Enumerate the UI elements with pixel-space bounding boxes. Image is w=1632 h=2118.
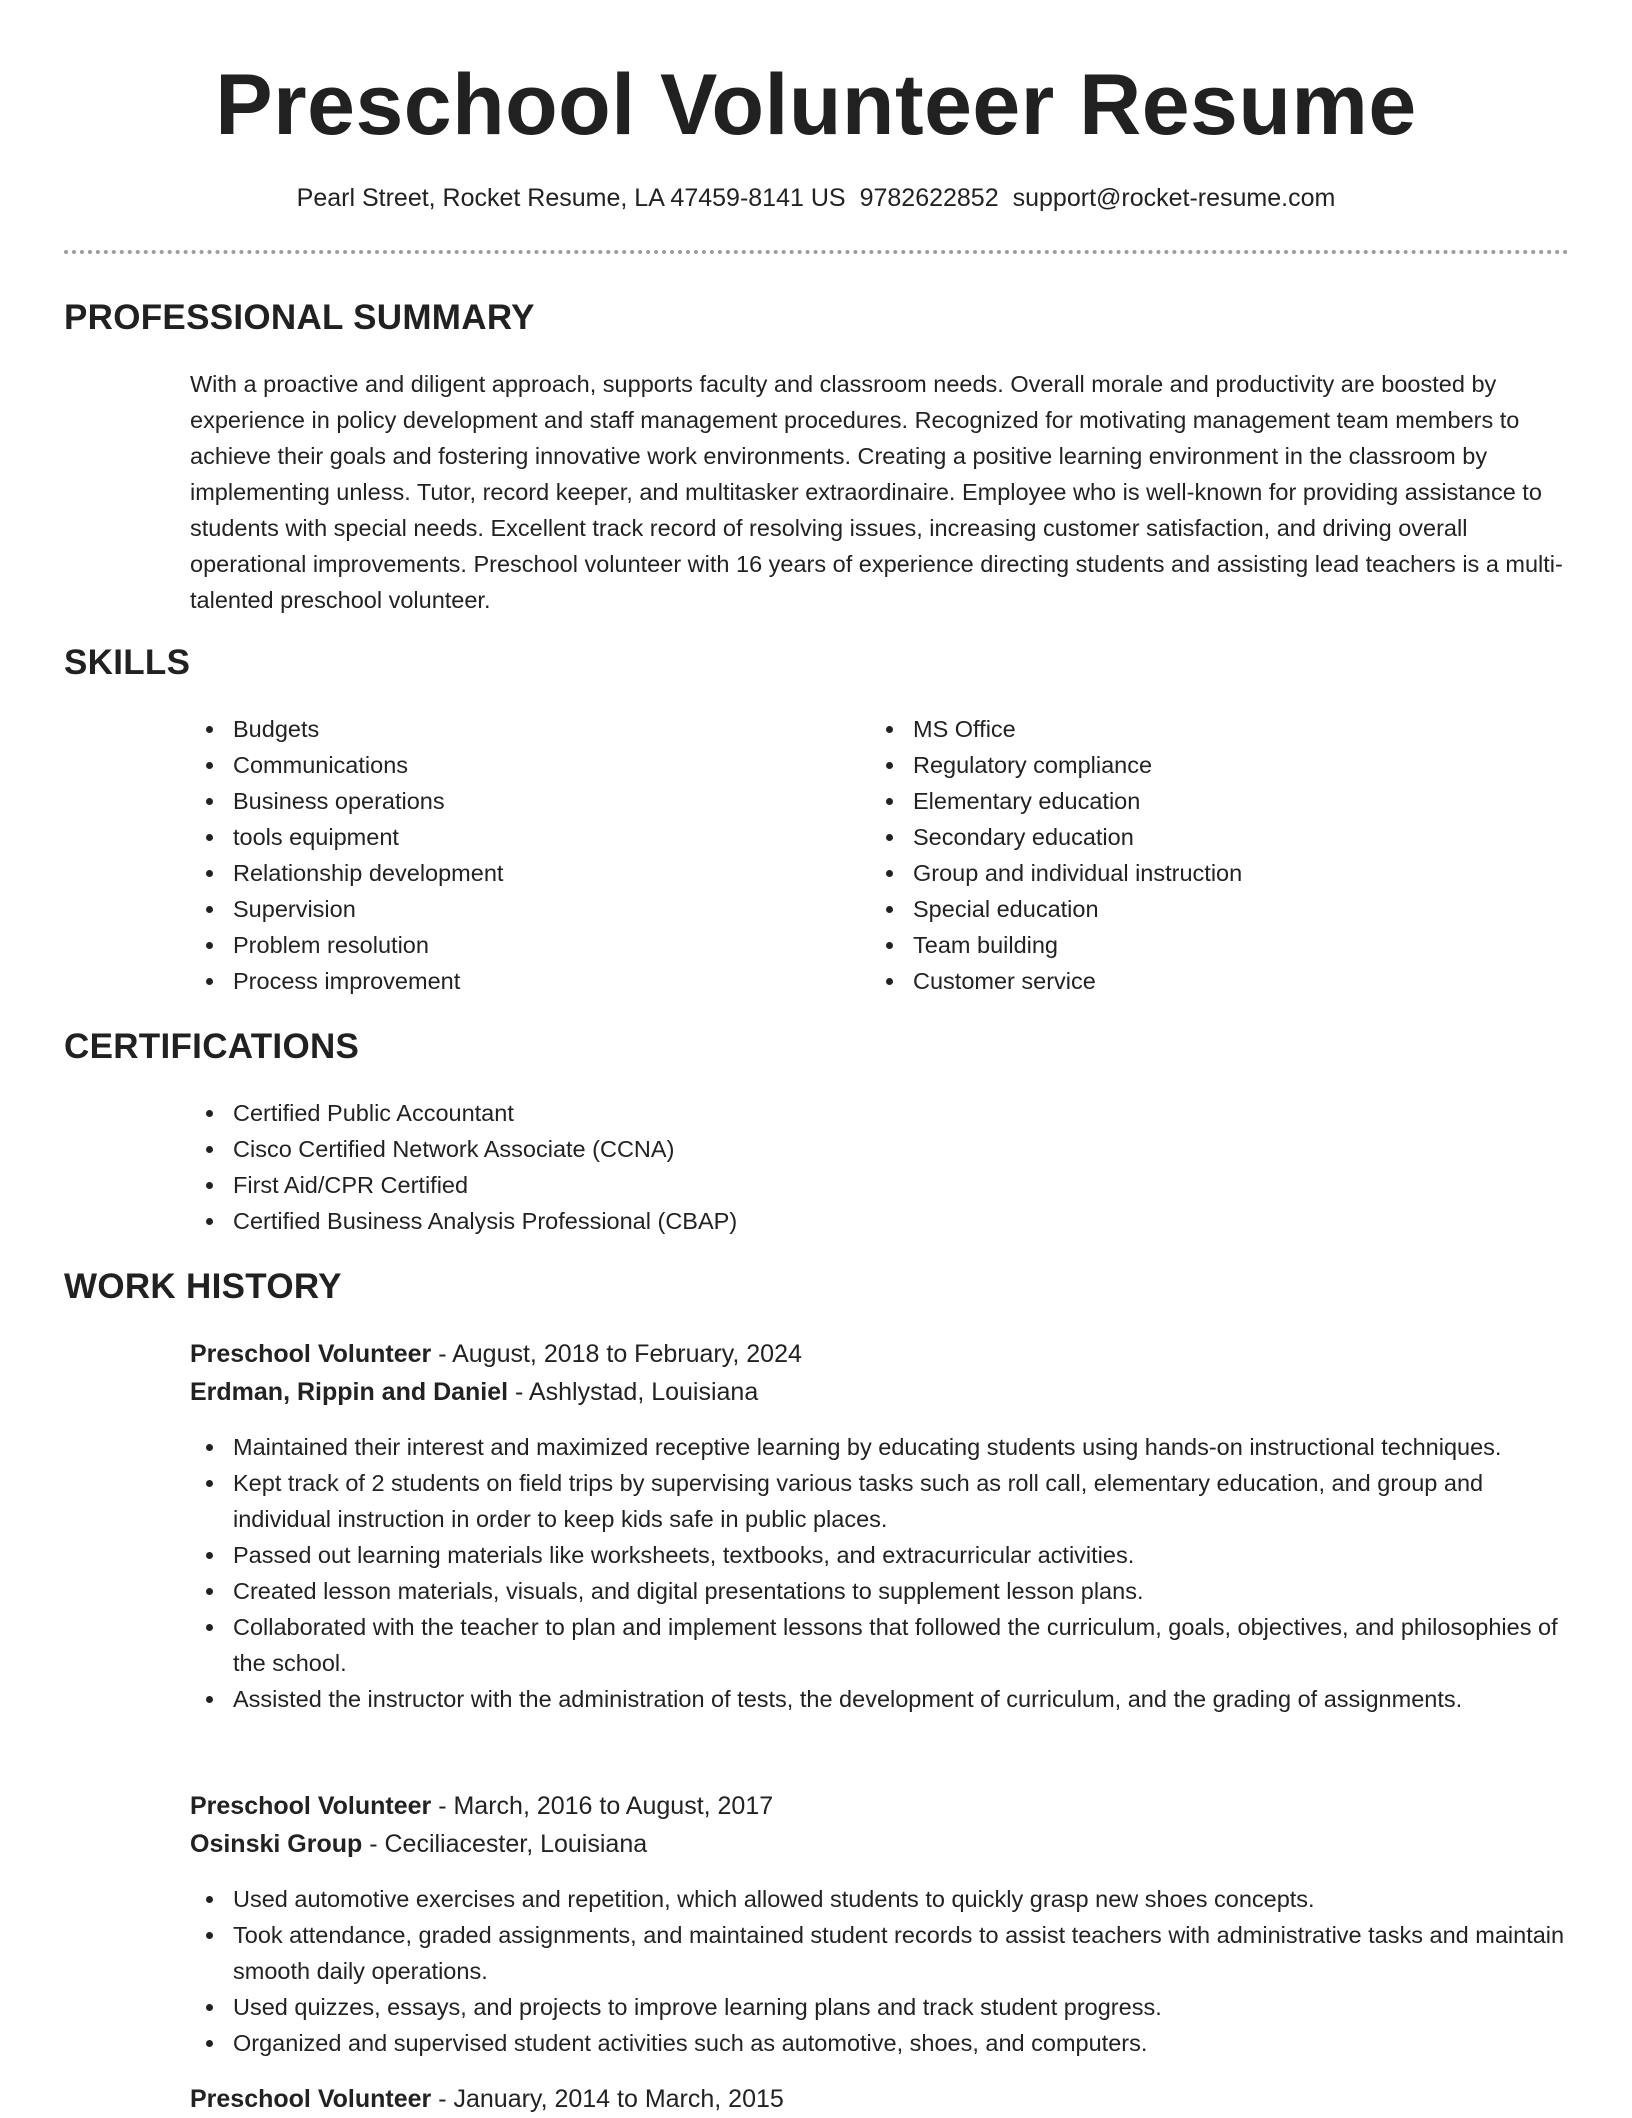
contact-line [0, 180, 1632, 216]
job-role: Preschool Volunteer [190, 1792, 432, 1820]
job-dates: - March, 2016 to August, 2017 [431, 1792, 774, 1820]
list-item: Regulatory compliance [870, 747, 1550, 783]
list-item: Group and individual instruction [870, 855, 1550, 891]
job-role: Preschool Volunteer [190, 1340, 432, 1368]
list-item: Assisted the instructor with the administration of tests, the development of curriculum, and the grading of assignments. [190, 1681, 1575, 1717]
job-title-line [190, 2080, 784, 2118]
list-item: First Aid/CPR Certified [190, 1167, 1570, 1203]
list-item: Took attendance, graded assignments, and maintained student records to assist teachers with administrative tasks and maintain smooth daily operations. [190, 1917, 1575, 1989]
list-item: Passed out learning materials like worksheets, textbooks, and extracurricular activities. [190, 1537, 1575, 1573]
list-item: Special education [870, 891, 1550, 927]
list-item: Organized and supervised student activities such as automotive, shoes, and computers. [190, 2025, 1575, 2061]
summary-text: With a proactive and diligent approach, supports faculty and classroom needs. Overall morale and productivity are boosted by experience in policy development and staff management procedures. Recognized for motivating management team members to achieve their goals and fostering innovative work environments. Creating a positive learning environment in the classroom by implementing unless. Tutor, record keeper, and multitasker extraordinaire. Employee who is well-known for providing assistance to students with special needs. Excellent track record of resolving issues, increasing customer satisfaction, and driving overall operational improvements. Preschool volunteer with 16 years of experience directing students and assisting lead teachers is a multi-talented preschool volunteer. [190, 371, 1563, 613]
contact-address: Pearl Street, Rocket Resume, LA 47459-8141 US [296, 184, 846, 212]
list-item: Customer service [870, 963, 1550, 999]
job-title-line [190, 1787, 773, 1825]
job-dates: - January, 2014 to March, 2015 [431, 2085, 784, 2113]
list-item: tools equipment [190, 819, 830, 855]
list-item: Supervision [190, 891, 830, 927]
job-location: - Ceciliacester, Louisiana [362, 1830, 648, 1858]
skills-heading: SKILLS [64, 643, 191, 682]
header-divider [64, 250, 1569, 254]
job-dates: - August, 2018 to February, 2024 [431, 1340, 802, 1368]
list-item: Maintained their interest and maximized receptive learning by educating students using hands-on instructional techniques. [190, 1429, 1575, 1465]
list-item: MS Office [870, 711, 1550, 747]
list-item: Used quizzes, essays, and projects to improve learning plans and track student progress. [190, 1989, 1575, 2025]
job-title-line [190, 1335, 802, 1373]
job-bullets [190, 1429, 1575, 1717]
list-item: Certified Public Accountant [190, 1095, 1570, 1131]
job-bullets [190, 1881, 1575, 2061]
job-company: Erdman, Rippin and Daniel [190, 1378, 509, 1406]
work-history-heading: WORK HISTORY [64, 1267, 342, 1306]
contact-email: support@rocket-resume.com [1012, 184, 1336, 212]
list-item: Process improvement [190, 963, 830, 999]
list-item: Elementary education [870, 783, 1550, 819]
summary-heading: PROFESSIONAL SUMMARY [64, 298, 535, 337]
list-item: Budgets [190, 711, 830, 747]
resume-title: Preschool Volunteer Resume [215, 57, 1417, 153]
list-item: Problem resolution [190, 927, 830, 963]
list-item: Communications [190, 747, 830, 783]
job-company-line [190, 1373, 758, 1411]
skills-list-left [190, 711, 830, 999]
list-item: Business operations [190, 783, 830, 819]
list-item: Certified Business Analysis Professional (CBAP) [190, 1203, 1570, 1239]
certifications-list [190, 1095, 1570, 1239]
list-item: Cisco Certified Network Associate (CCNA) [190, 1131, 1570, 1167]
job-company-line [190, 1825, 647, 1863]
job-role: Preschool Volunteer [190, 2085, 432, 2113]
list-item: Secondary education [870, 819, 1550, 855]
list-item: Team building [870, 927, 1550, 963]
list-item: Kept track of 2 students on field trips by supervising various tasks such as roll call, elementary education, and group and individual instruction in order to keep kids safe in public places. [190, 1465, 1575, 1537]
job-company: Osinski Group [190, 1830, 363, 1858]
list-item: Created lesson materials, visuals, and digital presentations to supplement lesson plans. [190, 1573, 1575, 1609]
certifications-heading: CERTIFICATIONS [64, 1027, 360, 1066]
skills-list-right [870, 711, 1550, 999]
list-item: Relationship development [190, 855, 830, 891]
list-item: Used automotive exercises and repetition, which allowed students to quickly grasp new shoes concepts. [190, 1881, 1575, 1917]
list-item: Collaborated with the teacher to plan and implement lessons that followed the curriculum, goals, objectives, and philosophies of the school. [190, 1609, 1575, 1681]
contact-phone: 9782622852 [859, 184, 999, 212]
job-location: - Ashlystad, Louisiana [508, 1378, 759, 1406]
